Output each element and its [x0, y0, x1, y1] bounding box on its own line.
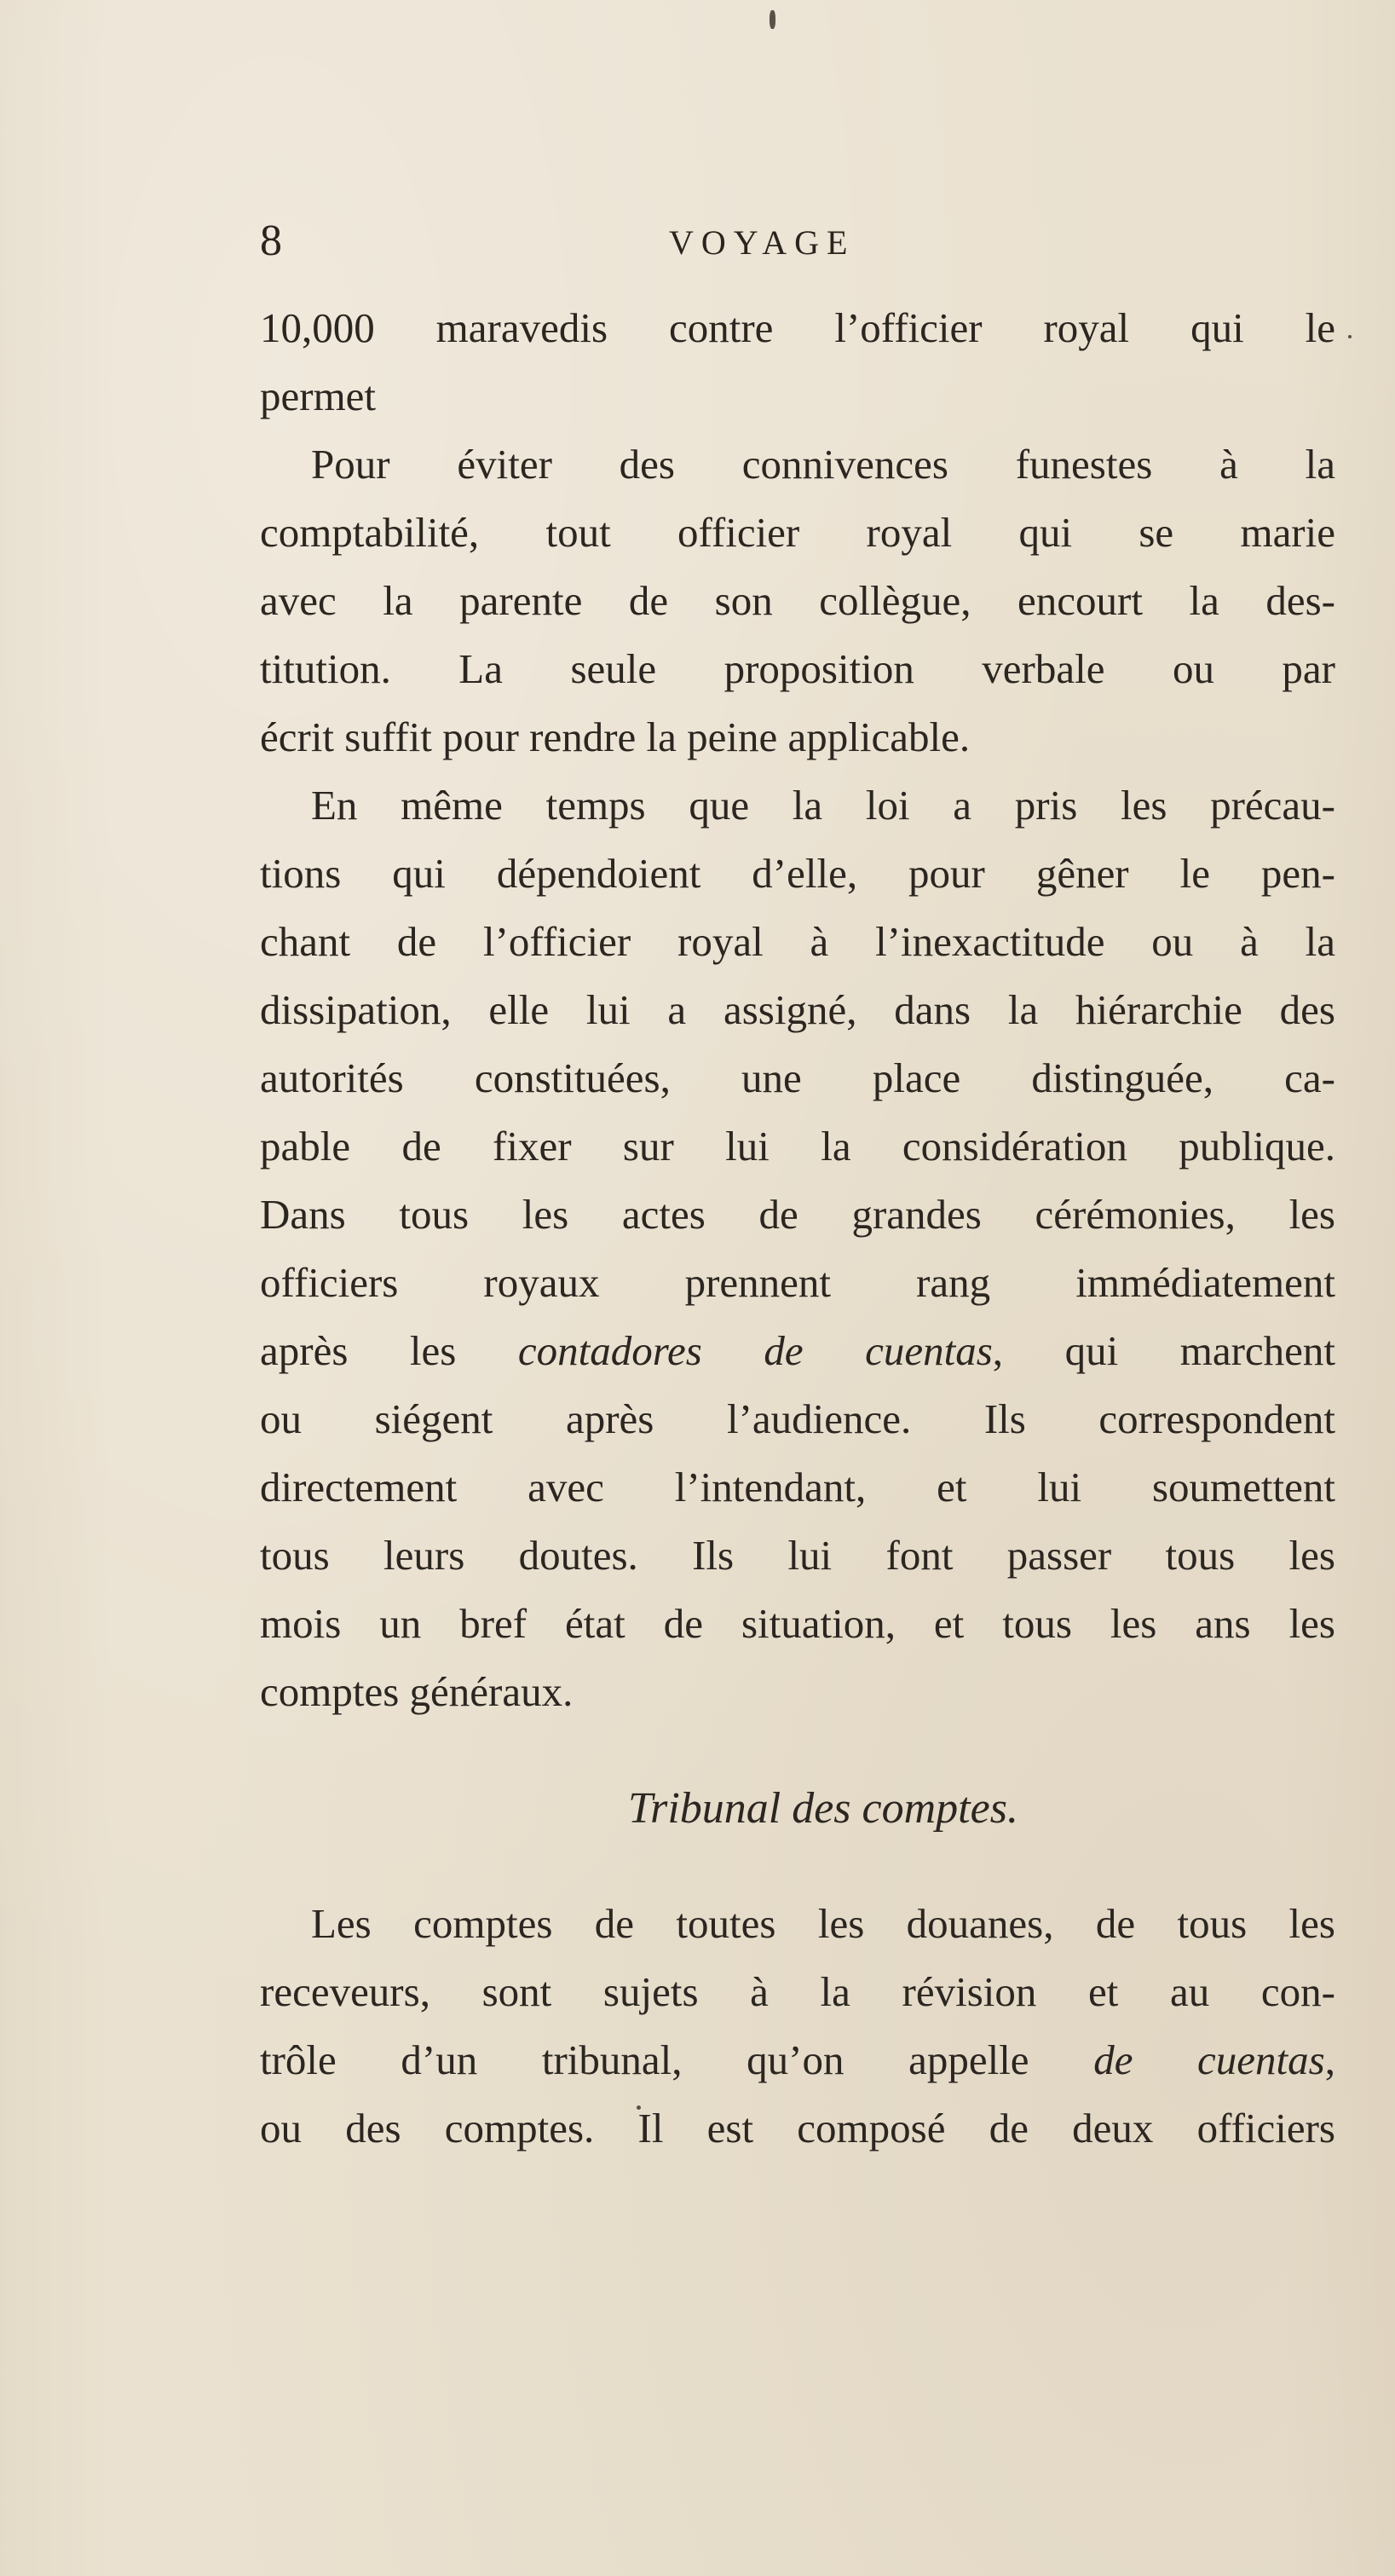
spacer	[260, 1847, 1335, 1890]
text-segment: trôle d’un tribunal, qu’on appelle	[260, 2036, 1094, 2083]
text-line: ou siégent après l’audience. Ils correspondent	[260, 1395, 1335, 1442]
text-line	[260, 1317, 1335, 1385]
text-line: receveurs, sont sujets à la révision et au con-	[260, 1968, 1335, 2015]
text-line: comptabilité, tout officier royal qui se marie	[260, 509, 1335, 556]
text-line: tions qui dépendoient d’elle, pour gêner le pen-	[260, 850, 1335, 897]
body-text	[260, 294, 1335, 2163]
text-line: chant de l’officier royal à l’inexactitude ou à la	[260, 918, 1335, 965]
text-line: mois un bref état de situation, et tous les ans les	[260, 1600, 1335, 1647]
running-head	[260, 211, 1334, 271]
text-line: tous leurs doutes. Ils lui font passer tous les	[260, 1532, 1335, 1579]
text-line: comptes généraux.	[260, 1668, 574, 1715]
ink-speck	[1348, 335, 1352, 338]
text-line: Les comptes de toutes les douanes, de tous les	[311, 1900, 1335, 1947]
text-line: permet	[260, 373, 377, 419]
text-segment: , qui marchent	[992, 1327, 1335, 1374]
page-number: 8	[260, 217, 282, 265]
text-line: Dans tous les actes de grandes cérémonies, les	[260, 1191, 1335, 1238]
text-line: officiers royaux prennent rang immédiatement	[260, 1259, 1335, 1306]
text-line	[260, 2026, 1335, 2094]
text-line: Pour éviter des connivences funestes à la	[311, 441, 1335, 488]
text-line: 10,000 maravedis contre l’officier royal qui le	[260, 304, 1335, 351]
text-line: avec la parente de son collègue, encourt la des-	[260, 577, 1335, 624]
running-title: VOYAGE	[669, 223, 856, 262]
text-line: pable de fixer sur lui la considération publique.	[260, 1123, 1335, 1170]
text-line: écrit suffit pour rendre la peine applicable.	[260, 713, 971, 760]
text-line: En même temps que la loi a pris les précau-	[311, 782, 1335, 829]
italic-term: contadores de cuentas	[517, 1327, 993, 1374]
text-line: titution. La seule proposition verbale ou par	[260, 645, 1335, 692]
spacer	[260, 1726, 1335, 1770]
section-title: Tribunal des comptes.	[628, 1784, 1018, 1833]
text-line: ou des comptes. Il est composé de deux officiers	[260, 2105, 1335, 2151]
ink-speck	[770, 10, 775, 29]
italic-term: de cuentas	[1093, 2036, 1325, 2083]
text-segment: après les	[260, 1327, 518, 1374]
text-line: dissipation, elle lui a assigné, dans la hiérarchie des	[260, 986, 1335, 1033]
text-line: autorités constituées, une place distinguée, ca-	[260, 1054, 1335, 1101]
text-line: directement avec l’intendant, et lui soumettent	[260, 1464, 1335, 1510]
text-segment: ,	[1324, 2036, 1335, 2083]
